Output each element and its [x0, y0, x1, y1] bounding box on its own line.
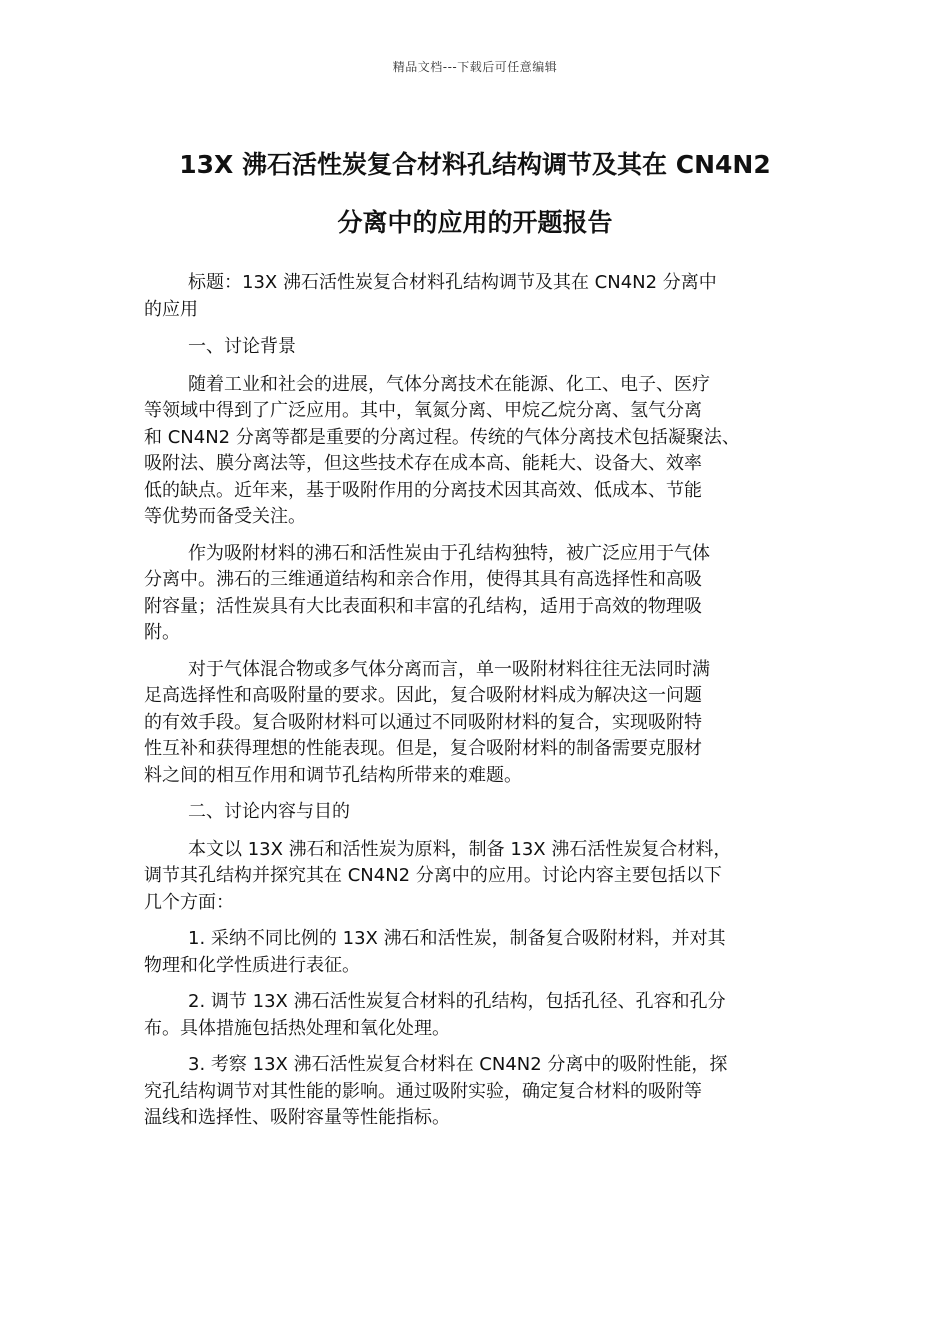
paragraph-background-3: 对于气体混合物或多气体分离而言，单一吸附材料往往无法同时满 足高选择性和高吸附量的要求。因此，复合吸附材料成为解决这一问题 的有效手段。复合吸附材料可以通过不同吸附材料的复合，实现吸附特 性互补和获得理想的性能表现。但是，复合吸附材料的制备需要克服材 料之间的相互作用和调节孔结构所带来的难题。	[144, 658, 710, 786]
paragraph-title-line: 标题：13X 沸石活性炭复合材料孔结构调节及其在 CN4N2 分离中 的应用	[144, 272, 717, 320]
section-heading-content: 二、讨论内容与目的	[188, 801, 350, 822]
paragraph-background-1: 随着工业和社会的进展，气体分离技术在能源、化工、电子、医疗 等领域中得到了广泛应用。其中，氧氮分离、甲烷乙烷分离、氢气分离 和 CN4N2 分离等都是重要的分离过程。传统的气体分离技术包括凝聚法、 吸附法、膜分离法等，但这些技术存在成本高、能耗大、设备大、效率 低的缺点。近年来，基于吸附作用的分离技术因其高效、低成本、节能 等优势而备受关注。	[144, 373, 740, 527]
header-watermark: 精品文档---下载后可任意编辑	[392, 60, 558, 74]
list-item-1: 1. 采纳不同比例的 13X 沸石和活性炭，制备复合吸附材料，并对其 物理和化学性质进行表征。	[144, 928, 726, 976]
section-heading-background: 一、讨论背景	[188, 336, 296, 357]
list-item-3: 3. 考察 13X 沸石活性炭复合材料在 CN4N2 分离中的吸附性能，探 究孔结构调节对其性能的影响。通过吸附实验，确定复合材料的吸附等 温线和选择性、吸附容量等性能指标。	[144, 1054, 728, 1128]
document-body	[144, 270, 804, 1142]
document-title	[60, 136, 890, 252]
paragraph-background-2: 作为吸附材料的沸石和活性炭由于孔结构独特，被广泛应用于气体 分离中。沸石的三维通道结构和亲合作用，使得其具有高选择性和高吸 附容量；活性炭具有大比表面积和丰富的孔结构，适用于高效的物理吸 附。	[144, 542, 710, 643]
list-item-2: 2. 调节 13X 沸石活性炭复合材料的孔结构，包括孔径、孔容和孔分 布。具体措施包括热处理和氧化处理。	[144, 991, 726, 1039]
title-text: 13X 沸石活性炭复合材料孔结构调节及其在 CN4N2 分离中的应用的开题报告	[179, 150, 771, 237]
paragraph-content-intro: 本文以 13X 沸石和活性炭为原料，制备 13X 沸石活性炭复合材料， 调节其孔结构并探究其在 CN4N2 分离中的应用。讨论内容主要包括以下 几个方面：	[144, 838, 732, 913]
